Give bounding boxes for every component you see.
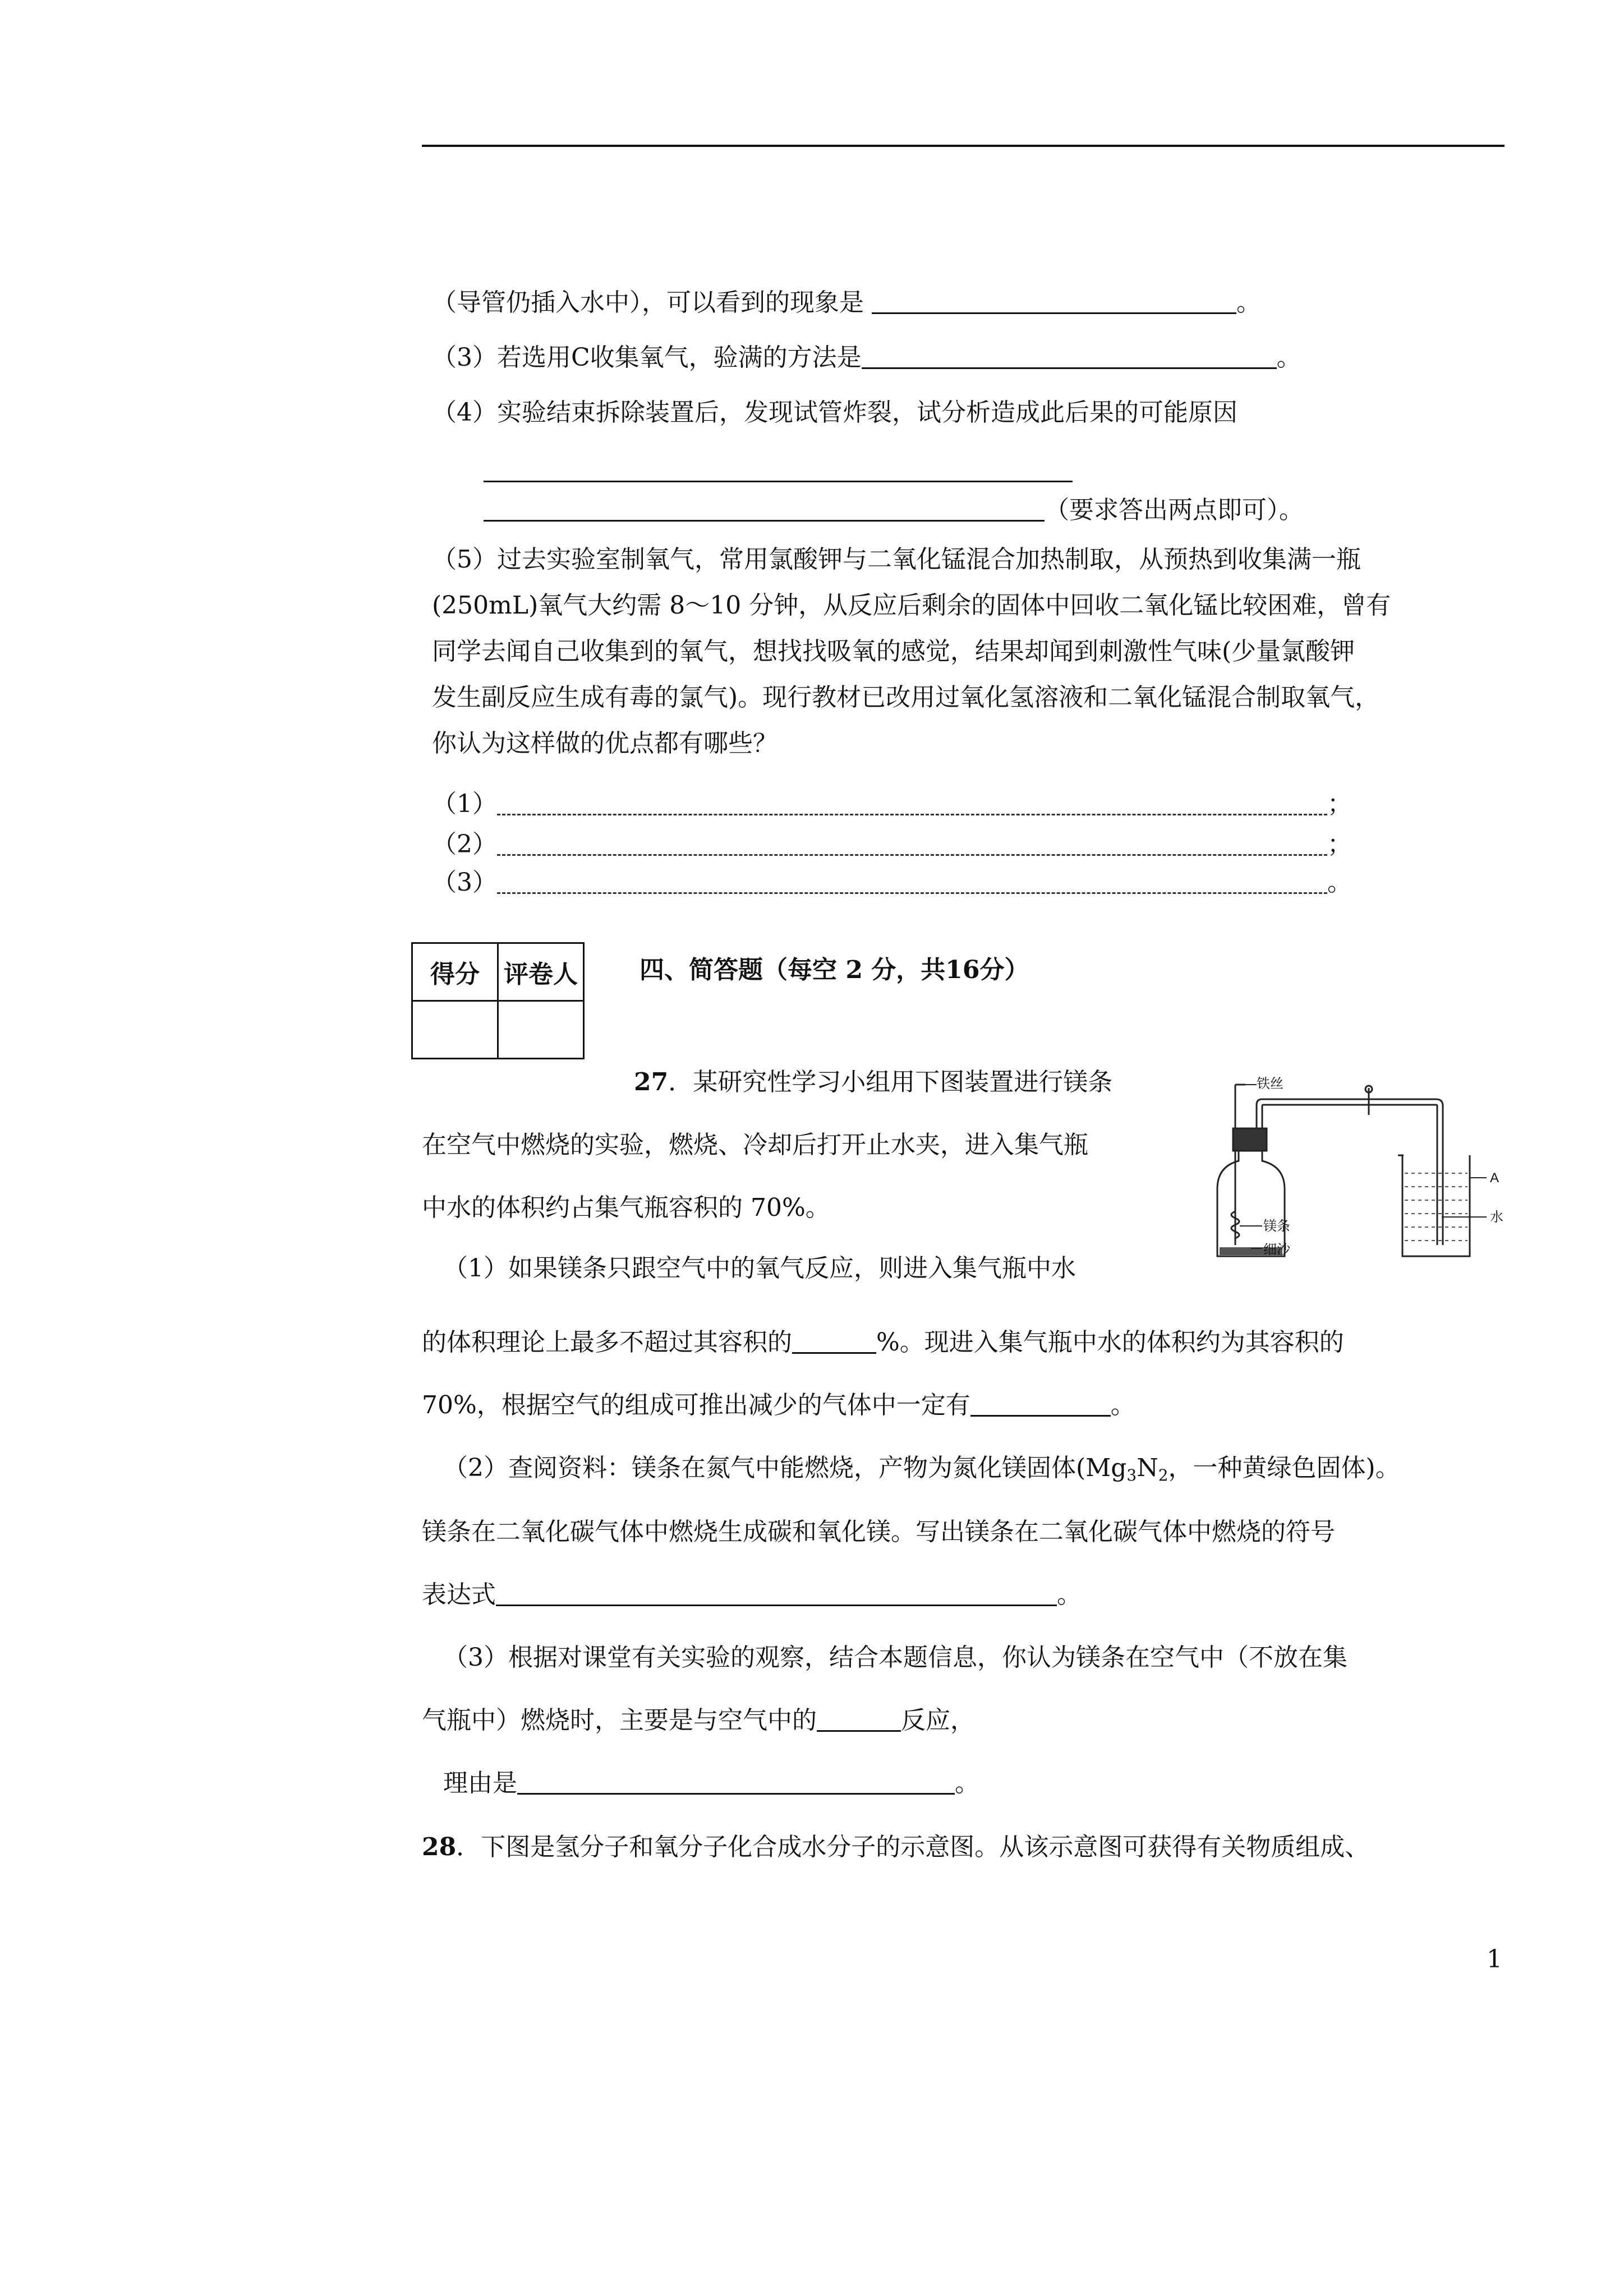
q27-p1-line2-end: %。现进入集气瓶中水的体积约为其容积的 xyxy=(876,1328,1344,1357)
score-cell[interactable] xyxy=(412,1001,498,1059)
q27-p3-line3-end: 。 xyxy=(955,1769,979,1797)
q27-p2-line3-end: 。 xyxy=(1057,1580,1082,1609)
q27-p2-line1-end: ，一种黄绿色固体)。 xyxy=(1168,1454,1400,1482)
subscript: 2 xyxy=(1158,1466,1168,1484)
grader-cell[interactable] xyxy=(498,1001,584,1059)
q26-line-4: （4）实验结束拆除装置后，发现试管炸裂，试分析造成此后果的可能原因 xyxy=(432,398,1237,427)
q27-p1-line3 xyxy=(422,1389,1135,1422)
q26-line-3-end: 。 xyxy=(1276,343,1301,372)
answer-blank[interactable] xyxy=(517,1767,955,1795)
q27-number: 27 xyxy=(634,1068,669,1096)
q27-p2-line1-text: （2）查阅资料：镁条在氮气中能燃烧，产物为氮化镁固体(Mg xyxy=(443,1454,1127,1482)
q28-number: 28 xyxy=(422,1833,457,1861)
stopper xyxy=(1233,1128,1267,1151)
q27-intro-1 xyxy=(634,1066,1112,1099)
q27-p1-line2 xyxy=(422,1326,1344,1359)
q26-line-4-blank1 xyxy=(484,454,1073,488)
grader-header: 评卷人 xyxy=(498,943,584,1001)
q26-sub2 xyxy=(432,828,1352,861)
q27-p3-line3 xyxy=(443,1767,979,1800)
q26-line-3-text: （3）若选用C收集氧气，验满的方法是 xyxy=(432,343,862,372)
q27-p3-line1: （3）根据对课堂有关实验的观察，结合本题信息，你认为镁条在空气中（不放在集 xyxy=(443,1643,1347,1672)
q27-p2-line2: 镁条在二氧化碳气体中燃烧生成碳和氧化镁。写出镁条在二氧化碳气体中燃烧的符号 xyxy=(422,1518,1335,1546)
q26-sub1-end: ； xyxy=(1327,790,1352,818)
q26-sub1 xyxy=(432,787,1352,821)
q26-p5-line5: 你认为这样做的优点都有哪些？ xyxy=(432,729,778,758)
q26-line-4-note: （要求答出两点即可）。 xyxy=(1045,496,1304,524)
q26-sub3-label: （3） xyxy=(432,868,497,897)
water xyxy=(1405,1173,1467,1241)
q26-line-3 xyxy=(432,341,1301,375)
q27-p1-line3-text: 70%，根据空气的组成可推出减少的气体中一定有 xyxy=(422,1391,970,1419)
q27-p1-line2-text: 的体积理论上最多不超过其容积的 xyxy=(422,1328,792,1357)
answer-blank[interactable] xyxy=(496,1579,1057,1606)
q27-p1-line3-end: 。 xyxy=(1110,1391,1135,1419)
score-table xyxy=(411,942,585,1059)
q27-p2-line1-mid: N xyxy=(1137,1454,1158,1482)
q27-p2-line1 xyxy=(443,1451,1400,1485)
gas-bottle xyxy=(1217,1151,1285,1256)
q27-p1-line1: （1）如果镁条只跟空气中的氧气反应，则进入集气瓶中水 xyxy=(443,1254,1076,1283)
answer-blank[interactable] xyxy=(497,866,1327,894)
answer-blank[interactable] xyxy=(484,494,1045,522)
q27-intro-2: 在空气中燃烧的实验，燃烧、冷却后打开止水夹，进入集气瓶 xyxy=(422,1131,1088,1159)
label-iron-wire: 铁丝 xyxy=(1257,1077,1283,1091)
subscript: 3 xyxy=(1126,1466,1137,1484)
label-magnesium: 镁条 xyxy=(1263,1219,1290,1234)
q26-sub3-end: 。 xyxy=(1327,868,1352,897)
answer-blank[interactable] xyxy=(484,455,1073,482)
q27-intro-3: 中水的体积约占集气瓶容积的 70%。 xyxy=(422,1193,830,1222)
q26-sub2-end: ； xyxy=(1327,830,1352,859)
answer-blank[interactable] xyxy=(792,1326,876,1354)
answer-blank[interactable] xyxy=(497,788,1327,815)
q26-sub2-label: （2） xyxy=(432,830,497,859)
q27-p3-line2-text: 气瓶中）燃烧时，主要是与空气中的 xyxy=(422,1706,817,1735)
q27-intro-1-text: ．某研究性学习小组用下图装置进行镁条 xyxy=(668,1068,1113,1096)
q26-line-4-blank2 xyxy=(484,494,1304,527)
section-title: 四、简答题（每空 2 分，共16分） xyxy=(640,956,1029,984)
q26-line-a-end: 。 xyxy=(1236,288,1261,317)
label-a: A xyxy=(1490,1170,1499,1186)
q27-p3-line2-end: 反应， xyxy=(901,1706,975,1735)
q28-text: ．下图是氢分子和氧分子化合成水分子的示意图。从该示意图可获得有关物质组成、 xyxy=(456,1833,1370,1861)
label-water: 水 xyxy=(1490,1210,1503,1225)
answer-blank[interactable] xyxy=(872,287,1236,314)
q26-p5-line4: 发生副反应生成有毒的氯气)。现行教材已改用过氧化氢溶液和二氧化锰混合制取氧气， xyxy=(432,683,1380,712)
q26-line-a-text: （导管仍插入水中），可以看到的现象是 xyxy=(432,288,872,317)
q27-p3-line2 xyxy=(422,1704,975,1737)
label-sand: 细沙 xyxy=(1263,1242,1290,1257)
page-number: 1 xyxy=(1487,1945,1502,1974)
answer-blank[interactable] xyxy=(862,342,1277,369)
apparatus-figure xyxy=(1200,1077,1515,1267)
q27-p2-line3-text: 表达式 xyxy=(422,1580,496,1609)
q26-p5-line3: 同学去闻自己收集到的氧气，想找找吸氧的感觉，结果却闻到刺激性气味(少量氯酸钾 xyxy=(432,637,1355,666)
q28-line1 xyxy=(422,1831,1369,1864)
q26-p5-line1: （5）过去实验室制氧气，常用氯酸钾与二氧化锰混合加热制取，从预热到收集满一瓶 xyxy=(432,545,1361,574)
q26-sub3 xyxy=(432,866,1352,900)
score-header: 得分 xyxy=(412,943,498,1001)
answer-blank[interactable] xyxy=(497,828,1327,856)
q26-line-a xyxy=(432,286,1261,320)
answer-blank[interactable] xyxy=(970,1389,1111,1417)
q27-p3-line3-text: 理由是 xyxy=(443,1769,517,1797)
header-rule xyxy=(422,145,1505,147)
answer-blank[interactable] xyxy=(817,1704,901,1732)
q26-p5-line2: (250mL)氧气大约需 8～10 分钟，从反应后剩余的固体中回收二氧化锰比较困难，曾有 xyxy=(432,591,1391,620)
q27-p2-line3 xyxy=(422,1578,1082,1612)
q26-sub1-label: （1） xyxy=(432,790,497,818)
